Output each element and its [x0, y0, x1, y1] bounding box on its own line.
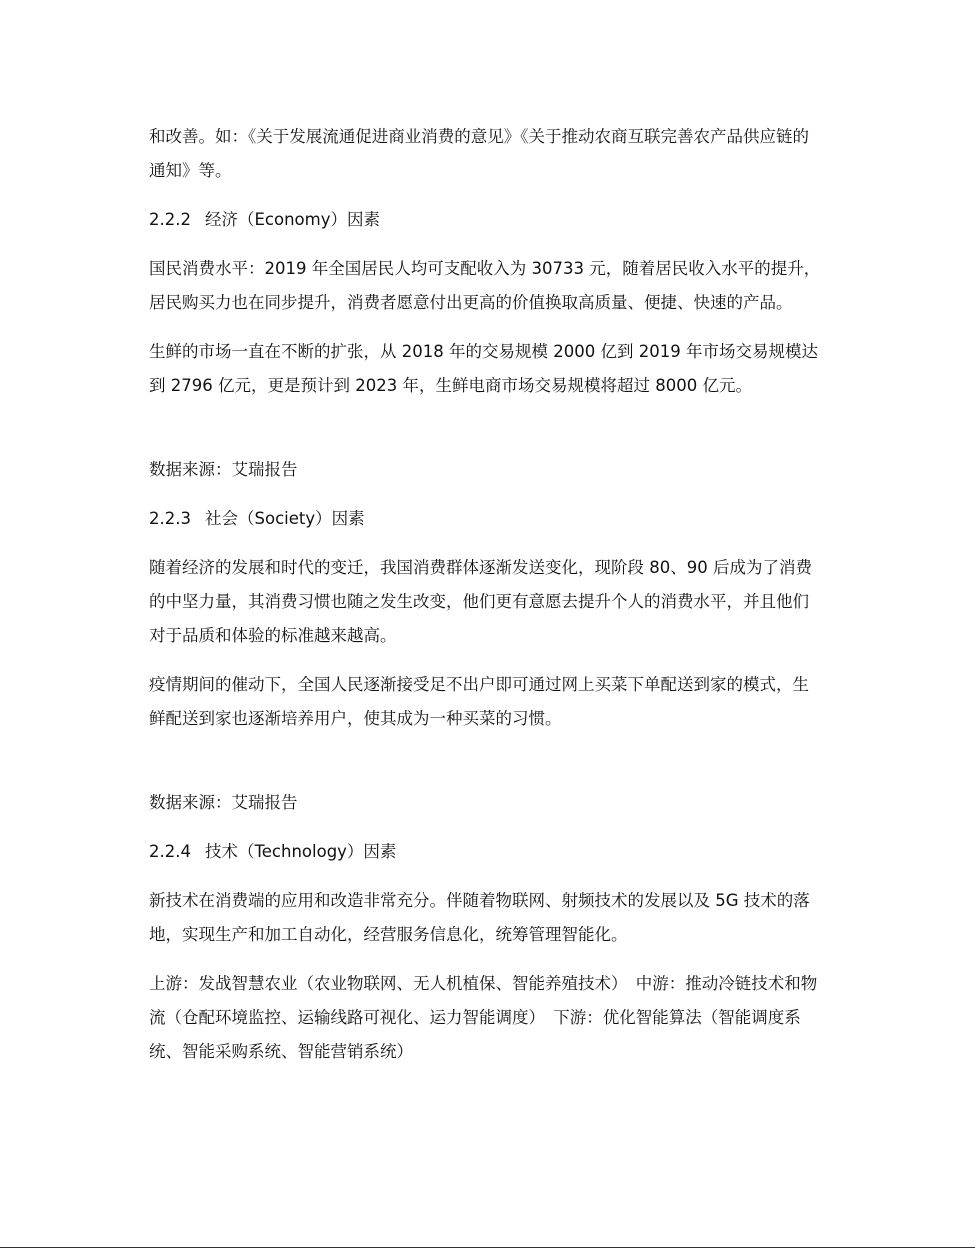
section-number: 2.2.3: [149, 509, 191, 528]
paragraph-consumption-level: 国民消费水平：2019 年全国居民人均可支配收入为 30733 元，随着居民收入水平的提升，居民购买力也在同步提升，消费者愿意付出更高的价值换取高质量、便捷、快速的产品。: [149, 259, 821, 312]
section-number: 2.2.4: [149, 842, 191, 861]
figure-placeholder-economy: [149, 418, 825, 453]
paragraph-policy-continuation: 和改善。如：《关于发展流通促进商业消费的意见》《关于推动农商互联完善农产品供应链的通知》等。: [149, 127, 809, 180]
section-title: 社会（Society）因素: [205, 509, 365, 528]
document-body: [149, 120, 825, 1084]
section-heading-society: [149, 502, 825, 536]
section-heading-economy: [149, 203, 825, 237]
figure-placeholder-society: [149, 751, 825, 786]
paragraph-new-technology: 新技术在消费端的应用和改造非常充分。伴随着物联网、射频技术的发展以及 5G 技术的落地，实现生产和加工自动化，经营服务信息化，统筹管理智能化。: [149, 891, 810, 944]
section-title: 经济（Economy）因素: [205, 210, 380, 229]
paragraph-consumer-groups: 随着经济的发展和时代的变迁，我国消费群体逐渐发送变化，现阶段 80、90 后成为了消费的中坚力量，其消费习惯也随之发生改变，他们更有意愿去提升个人的消费水平，并且他们对于品质和体验的标准越来越高。: [149, 558, 812, 645]
section-title: 技术（Technology）因素: [205, 842, 397, 861]
data-source-economy: 数据来源：艾瑞报告: [149, 460, 298, 479]
paragraph-supply-chain-tech: 上游：发战智慧农业（农业物联网、无人机植保、智能养殖技术） 中游：推动冷链技术和物流（仓配环境监控、运输线路可视化、运力智能调度） 下游：优化智能算法（智能调度系统、智能采购系统、智能营销系统）: [149, 974, 818, 1061]
page-bottom-divider: [0, 1247, 975, 1248]
paragraph-market-scale: 生鲜的市场一直在不断的扩张，从 2018 年的交易规模 2000 亿到 2019 年市场交易规模达到 2796 亿元，更是预计到 2023 年，生鲜电商市场交易规模将超过 8000 亿元。: [149, 342, 818, 395]
data-source-society: 数据来源：艾瑞报告: [149, 793, 298, 812]
section-heading-technology: [149, 835, 825, 869]
paragraph-epidemic-habits: 疫情期间的催动下，全国人民逐渐接受足不出户即可通过网上买菜下单配送到家的模式，生鲜配送到家也逐渐培养用户，使其成为一种买菜的习惯。: [149, 675, 809, 728]
section-number: 2.2.2: [149, 210, 191, 229]
